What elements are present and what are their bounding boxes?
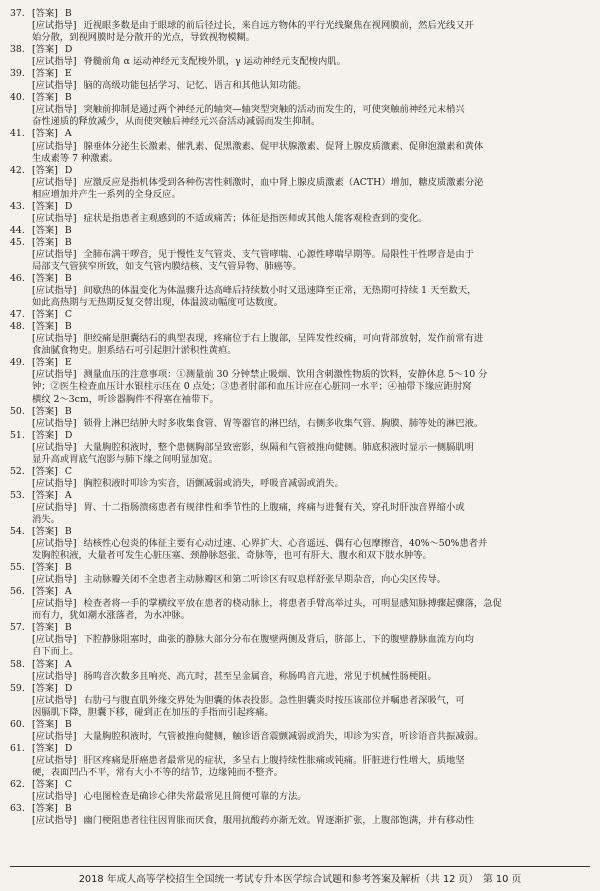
line-tag: [答案] — [32, 489, 58, 501]
text-line — [10, 671, 590, 683]
answer-content — [10, 8, 590, 827]
question-number: 49. — [10, 357, 25, 369]
line-text: 右肋弓与腹直肌外缘交界处为胆囊的体表投影。急性胆囊炎时按压该部位并嘱患者深吸气，可 — [83, 694, 465, 706]
line-text: 自下而上。 — [32, 646, 79, 658]
question-number: 38. — [10, 44, 25, 56]
text-line — [10, 237, 590, 249]
line-tag: [应试指导] — [32, 598, 77, 610]
text-line — [10, 659, 590, 671]
text-line — [10, 478, 590, 490]
line-text: D — [64, 429, 73, 441]
line-tag: [答案] — [32, 429, 58, 441]
line-text: 相应增加并产生一系列的全身反应。 — [32, 188, 181, 200]
question-number: 41. — [10, 128, 25, 140]
line-tag: [应试指导] — [32, 538, 77, 550]
text-line — [10, 815, 590, 827]
line-text: 症状是指患者主观感到的不适或痛苦；体征是指医师或其他人能客观检查到的变化。 — [83, 212, 428, 224]
line-text: 显升高或胃底气泡影与肺下缘之间明显加宽。 — [32, 453, 218, 465]
text-line — [10, 128, 590, 140]
question-number: 47. — [10, 309, 25, 321]
text-line — [10, 719, 590, 731]
line-text: 全肺布满干啰音，见于慢性支气管炎、支气管哮喘、心源性哮喘早期等。局限性干性啰音是由于 — [83, 248, 474, 260]
line-tag: [应试指导] — [32, 815, 77, 827]
line-tag: [答案] — [32, 224, 58, 236]
text-line — [10, 165, 590, 177]
line-text: 近视眼多数是由于眼球的前后径过长，来自远方物体的平行光线聚焦在视网膜前，然后光线又开 — [83, 20, 474, 32]
line-tag: [答案] — [32, 405, 58, 417]
line-tag: [应试指导] — [32, 104, 77, 116]
text-line — [10, 622, 590, 634]
line-text: B — [64, 562, 72, 574]
text-line — [10, 743, 590, 755]
text-line — [10, 333, 590, 345]
text-line — [10, 104, 590, 116]
line-text: B — [64, 92, 72, 104]
question-number: 58. — [10, 658, 25, 670]
line-text: 钟；②医生检查血压计水银柱示压在 0 点处；③患者肘部和血压计应在心脏同一水平；④袖带下缘应距肘窝 — [32, 381, 472, 393]
line-tag: [答案] — [32, 92, 58, 104]
text-line — [10, 586, 590, 598]
line-tag: [应试指导] — [32, 477, 77, 489]
text-line — [10, 381, 590, 393]
text-line — [10, 201, 590, 213]
question-number: 48. — [10, 321, 25, 333]
line-text: 因膈肌下降，胆囊下移，碰到正在加压的手指而引起疼痛。 — [32, 706, 274, 718]
text-line — [10, 406, 590, 418]
line-tag: [答案] — [32, 562, 58, 574]
text-line — [10, 755, 590, 767]
line-tag: [应试指导] — [32, 730, 77, 742]
line-text: 始分散，到视网膜时是分散开的光点，导致视物模糊。 — [32, 32, 256, 44]
line-tag: [答案] — [32, 309, 58, 321]
question-number: 52. — [10, 465, 25, 477]
line-text: 横纹 2～3cm，听诊器胸件不得塞在袖带下。 — [32, 393, 219, 405]
line-tag: [应试指导] — [32, 56, 77, 68]
line-text: B — [64, 718, 72, 730]
text-line — [10, 189, 590, 201]
line-tag: [答案] — [32, 236, 58, 248]
text-line — [10, 707, 590, 719]
text-line — [10, 285, 590, 297]
text-line — [10, 779, 590, 791]
text-line — [10, 141, 590, 153]
line-tag: [答案] — [32, 465, 58, 477]
text-line — [10, 20, 590, 32]
line-text: C — [64, 465, 72, 477]
line-text: D — [64, 200, 73, 212]
text-line — [10, 791, 590, 803]
text-line — [10, 514, 590, 526]
question-number: 55. — [10, 562, 25, 574]
text-line — [10, 767, 590, 779]
line-text: 锁骨上淋巴结肿大时多收集食管、胃等器官的淋巴结，右侧多收集气管、胸膜、肺等处的淋巴液。 — [83, 417, 484, 429]
line-text: A — [64, 128, 72, 140]
line-tag: [答案] — [32, 742, 58, 754]
line-text: 腺垂体分泌生长激素、催乳素、促黑激素、促甲状腺激素、促肾上腺皮质激素、促卵泡激素和黄体 — [83, 140, 484, 152]
line-text: 肝区疼痛是肝癌患者最常见的症状，多呈右上腹持续性胀痛或钝痛。肝脏进行性增大，质地坚 — [83, 754, 465, 766]
text-line — [10, 731, 590, 743]
text-line — [10, 32, 590, 44]
question-number: 53. — [10, 489, 25, 501]
line-tag: [应试指导] — [32, 441, 77, 453]
line-text: C — [64, 779, 72, 790]
line-text: E — [64, 357, 72, 369]
text-line — [10, 502, 590, 514]
line-text: 大量胸腔积液时，气管被推向健侧，触诊语音震颤减弱或消失，叩诊为实音，听诊语音共振减弱。 — [83, 730, 484, 742]
text-line — [10, 357, 590, 369]
line-text: D — [64, 742, 73, 754]
line-text: 食油腻食物史。胆系结石可引起胆汁淤积性黄疸。 — [32, 345, 237, 357]
question-number: 46. — [10, 273, 25, 285]
line-tag: [应试指导] — [32, 20, 77, 32]
question-number: 62. — [10, 779, 25, 790]
text-line — [10, 634, 590, 646]
text-line — [10, 56, 590, 68]
line-text: B — [64, 321, 72, 333]
line-tag: [答案] — [32, 8, 58, 19]
line-text: 幽门梗阻患者往往因胃胀而厌食，服用抗酸药亦渐无效。胃逐渐扩张，上腹部饱满，并有移动性 — [83, 815, 474, 827]
question-number: 50. — [10, 405, 25, 417]
text-line — [10, 683, 590, 695]
text-line — [10, 309, 590, 321]
line-text: 测量血压的注意事项：①测量前 30 分钟禁止吸烟、饮用含刺激性物质的饮料，安静休息 5～10 分 — [83, 369, 488, 381]
question-number: 56. — [10, 586, 25, 598]
question-number: 43. — [10, 200, 25, 212]
line-text: 而有力，犹如潮水涨落者，为水冲脉。 — [32, 610, 191, 622]
line-tag: [答案] — [32, 779, 58, 790]
line-tag: [应试指导] — [32, 501, 77, 513]
line-tag: [应试指导] — [32, 248, 77, 260]
text-line — [10, 249, 590, 261]
text-line — [10, 213, 590, 225]
question-number: 60. — [10, 718, 25, 730]
line-text: 生成素等 7 种激素。 — [32, 152, 119, 164]
line-tag: [答案] — [32, 658, 58, 670]
line-text: 肠鸣音次数多且响亮、高亢时，甚至呈金属音，称肠鸣音亢进，常见于机械性肠梗阻。 — [83, 670, 437, 682]
line-text: 检查者将一手的掌横纹平放在患者的桡动脉上，将患者手臂高举过头，可明显感知脉搏骤起骤落，急促 — [83, 598, 502, 610]
line-text: 局部支气管狭窄所致，如支气管内膜结核、支气管异物、肺癌等。 — [32, 260, 302, 272]
question-number: 61. — [10, 742, 25, 754]
text-line — [10, 610, 590, 622]
line-tag: [应试指导] — [32, 285, 77, 297]
line-text: A — [64, 586, 72, 598]
text-line — [10, 321, 590, 333]
line-tag: [应试指导] — [32, 333, 77, 345]
line-text: 突触前抑制是通过两个神经元的轴突—轴突型突触的活动而发生的，可使突触前神经元末梢兴 — [83, 104, 465, 116]
text-line — [10, 803, 590, 815]
text-line — [10, 273, 590, 285]
line-tag: [应试指导] — [32, 670, 77, 682]
text-line — [10, 369, 590, 381]
line-text: 结核性心包炎的体征主要有心动过速、心界扩大、心音遥远、偶有心包摩擦音，40%～50%患者并 — [83, 538, 488, 550]
text-line — [10, 394, 590, 406]
text-line — [10, 225, 590, 237]
question-number: 42. — [10, 164, 25, 176]
text-line — [10, 550, 590, 562]
text-line — [10, 646, 590, 658]
line-tag: [答案] — [32, 803, 58, 815]
line-tag: [答案] — [32, 357, 58, 369]
line-tag: [答案] — [32, 128, 58, 140]
line-text: D — [64, 164, 73, 176]
line-text: 脑的高级功能包括学习、记忆、语言和其他认知功能。 — [83, 80, 307, 92]
line-tag: [答案] — [32, 682, 58, 694]
line-text: B — [64, 803, 72, 815]
text-line — [10, 261, 590, 273]
line-text: C — [64, 309, 72, 321]
line-tag: [应试指导] — [32, 574, 77, 586]
line-tag: [应试指导] — [32, 369, 77, 381]
text-line — [10, 177, 590, 189]
line-tag: [答案] — [32, 718, 58, 730]
line-text: D — [64, 682, 73, 694]
line-tag: [应试指导] — [32, 176, 77, 188]
question-number: 57. — [10, 622, 25, 634]
line-text: B — [64, 405, 72, 417]
question-number: 63. — [10, 803, 25, 815]
question-number: 51. — [10, 429, 25, 441]
line-text: D — [64, 44, 73, 56]
page-footer: 2018 年成人高等学校招生全国统一考试专升本医学综合试题和参考答案及解析（共 12 页） 第 10 页 — [10, 866, 590, 885]
line-text: 间歇热的体温变化为体温骤升达高峰后持续数小时又迅速降至正常，无热期可持续 1 天至数天， — [83, 285, 477, 297]
line-text: 应激反应是指机体受到各种伤害性刺激时，血中肾上腺皮质激素（ACTH）增加，糖皮质激素分泌 — [83, 176, 484, 188]
text-line — [10, 68, 590, 80]
line-tag: [应试指导] — [32, 791, 77, 803]
line-text: 大量胸腔积液时，整个患侧胸部呈致密影，纵隔和气管被推向健侧。肺底积液时显示一侧膈肌明 — [83, 441, 474, 453]
line-text: E — [64, 68, 72, 80]
line-text: 脊髓前角 α 运动神经元支配梭外肌，γ 运动神经元支配梭内肌。 — [83, 56, 346, 68]
text-line — [10, 598, 590, 610]
line-tag: [应试指导] — [32, 212, 77, 224]
line-text: 下腔静脉阻塞时，曲张的静脉大部分分布在腹壁两侧及背后，脐部上、下的腹壁静脉血流方向均 — [83, 634, 474, 646]
line-tag: [应试指导] — [32, 417, 77, 429]
line-tag: [答案] — [32, 44, 58, 56]
line-tag: [答案] — [32, 273, 58, 285]
question-number: 54. — [10, 526, 25, 538]
line-text: A — [64, 489, 72, 501]
text-line — [10, 538, 590, 550]
question-number: 40. — [10, 92, 25, 104]
question-number: 59. — [10, 682, 25, 694]
text-line — [10, 490, 590, 502]
text-line — [10, 454, 590, 466]
line-tag: [应试指导] — [32, 80, 77, 92]
text-line — [10, 297, 590, 309]
line-text: B — [64, 622, 72, 634]
line-text: 奋性递质的释放减少，从而使突触后神经元兴奋活动减弱而发生抑制。 — [32, 116, 321, 128]
line-text: 消失。 — [32, 513, 60, 525]
line-tag: [答案] — [32, 622, 58, 634]
line-tag: [应试指导] — [32, 634, 77, 646]
text-line — [10, 695, 590, 707]
text-line — [10, 345, 590, 357]
line-tag: [答案] — [32, 68, 58, 80]
line-tag: [应试指导] — [32, 694, 77, 706]
line-tag: [答案] — [32, 586, 58, 598]
line-text: 主动脉瓣关闭不全患者主动脉瓣区和第二听诊区有叹息样舒张早期杂音，向心尖区传导。 — [83, 574, 447, 586]
line-tag: [答案] — [32, 321, 58, 333]
line-text: 胃、十二指肠溃疡患者有规律性和季节性的上腹痛，疼痛与进餐有关，穿孔时肝浊音界缩小或 — [83, 501, 465, 513]
line-text: B — [64, 224, 72, 236]
text-line — [10, 466, 590, 478]
text-line — [10, 526, 590, 538]
line-text: 硬，表面凹凸不平，常有大小不等的结节，边缘钝而不整齐。 — [32, 766, 284, 778]
text-line — [10, 153, 590, 165]
question-number: 37. — [10, 8, 25, 19]
question-number: 44. — [10, 224, 25, 236]
question-number: 45. — [10, 236, 25, 248]
line-text: 胆绞痛是胆囊结石的典型表现，疼痛位于右上腹部，呈阵发性绞痛，可向背部放射，发作前常有进 — [83, 333, 484, 345]
text-line — [10, 92, 590, 104]
line-text: 发胸腔积液，大量者可发生心脏压塞、颈静脉怒张、奇脉等，也可有肝大、腹水和双下肢水肿等。 — [32, 550, 432, 562]
line-tag: [答案] — [32, 164, 58, 176]
line-tag: [应试指导] — [32, 140, 77, 152]
line-text: 胸腔积液时叩诊为实音，语颤减弱或消失，呼吸音减弱或消失。 — [83, 477, 344, 489]
line-text: A — [64, 658, 72, 670]
text-line — [10, 442, 590, 454]
text-line — [10, 418, 590, 430]
text-line — [10, 116, 590, 128]
text-line — [10, 562, 590, 574]
text-line — [10, 80, 590, 92]
line-text: 如此高热期与无热期反复交替出现，体温波动幅度可达数度。 — [32, 297, 284, 309]
text-line — [10, 430, 590, 442]
line-text: B — [64, 273, 72, 285]
line-text: B — [64, 8, 72, 19]
text-line — [10, 574, 590, 586]
line-tag: [应试指导] — [32, 754, 77, 766]
line-tag: [答案] — [32, 200, 58, 212]
line-tag: [答案] — [32, 526, 58, 538]
line-text: B — [64, 236, 72, 248]
line-text: B — [64, 526, 72, 538]
line-text: 心电图检查是确诊心律失常最常见且简便可靠的方法。 — [83, 791, 307, 803]
text-line — [10, 44, 590, 56]
text-line — [10, 8, 590, 20]
question-number: 39. — [10, 68, 25, 80]
